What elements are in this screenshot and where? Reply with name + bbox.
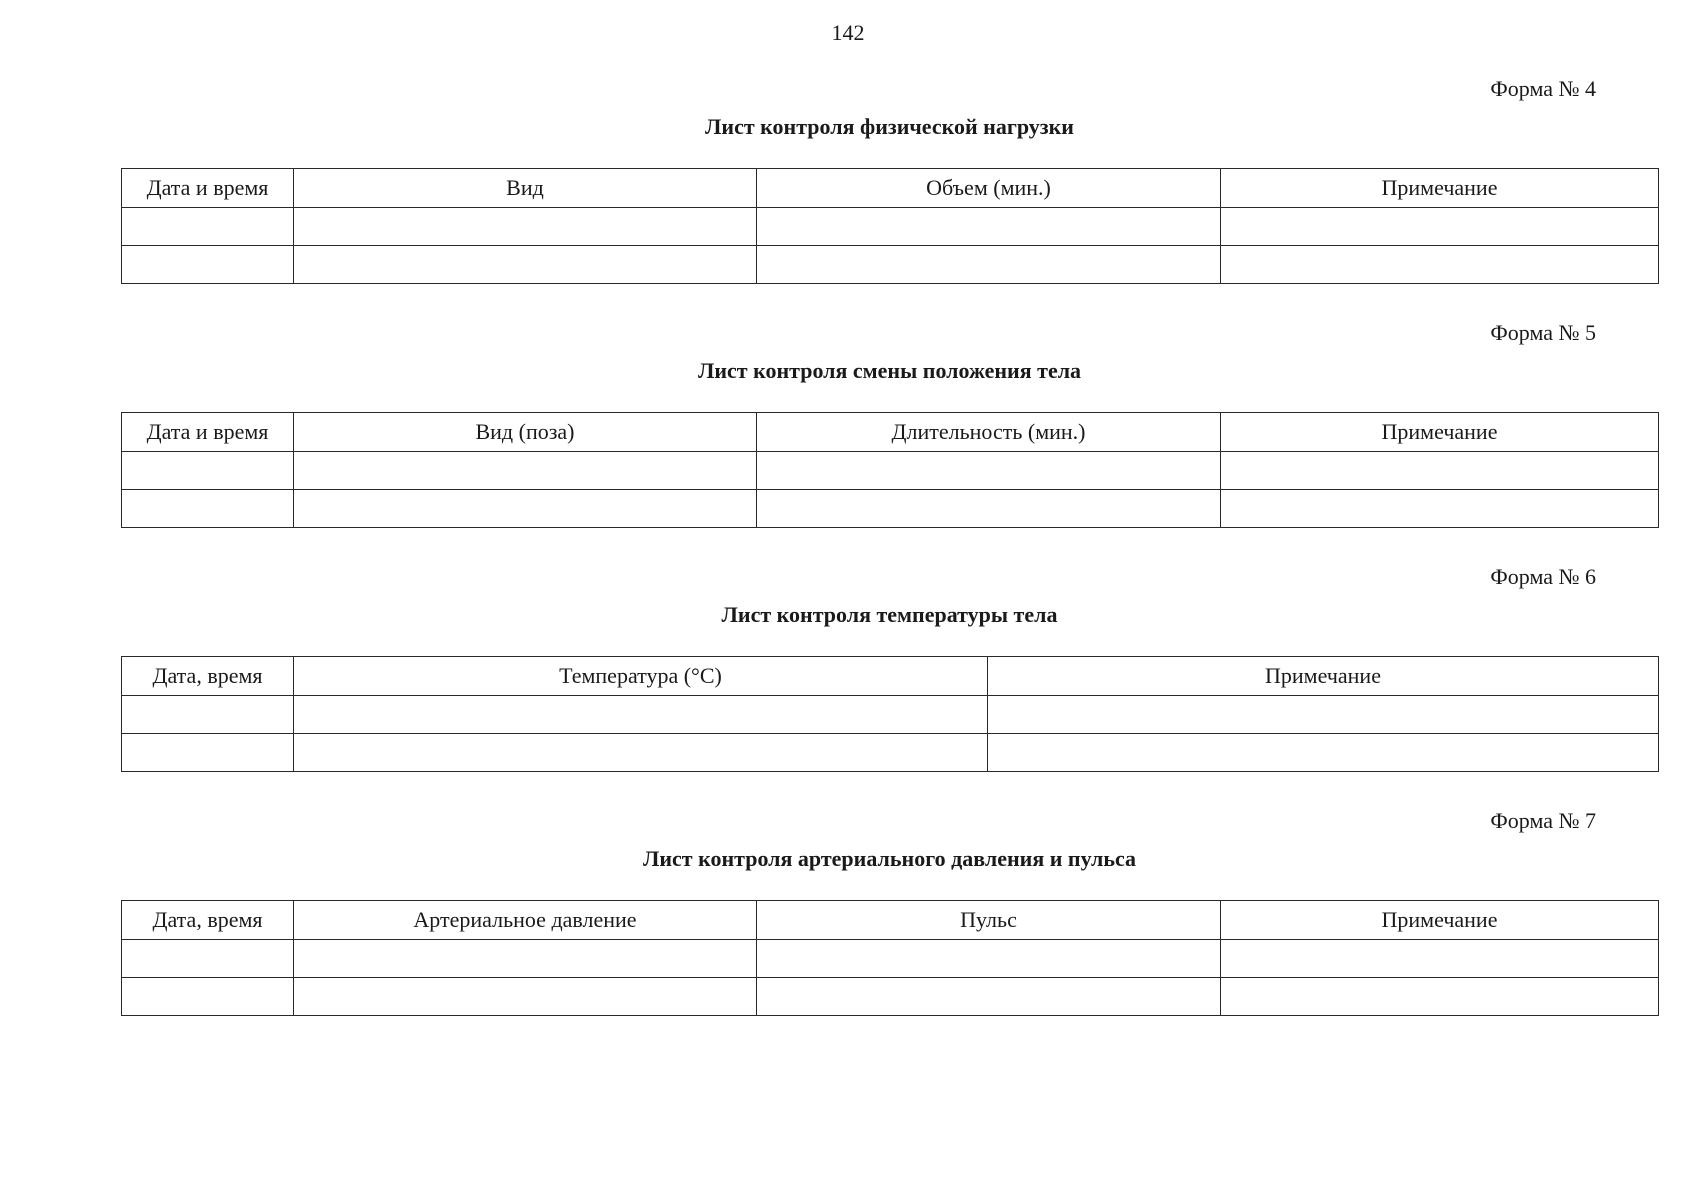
- empty-cell[interactable]: [294, 452, 757, 490]
- column-header: Вид: [294, 169, 757, 208]
- column-header: Дата и время: [122, 169, 294, 208]
- form-number: Форма № 6: [1490, 564, 1596, 589]
- empty-cell[interactable]: [1221, 246, 1659, 284]
- column-header: Длительность (мин.): [757, 413, 1221, 452]
- column-header: Объем (мин.): [757, 169, 1221, 208]
- empty-cell[interactable]: [1221, 490, 1659, 528]
- column-header: Примечание: [1221, 901, 1659, 940]
- table-row: [122, 208, 1659, 246]
- empty-cell[interactable]: [294, 978, 757, 1016]
- table-header-row: [122, 169, 1659, 208]
- form-title: Лист контроля артериального давления и пульса: [642, 846, 1137, 871]
- column-header: Температура (°С): [294, 657, 988, 696]
- empty-cell[interactable]: [294, 208, 757, 246]
- table-header-row: [122, 413, 1659, 452]
- empty-cell[interactable]: [122, 696, 294, 734]
- empty-cell[interactable]: [1221, 940, 1659, 978]
- empty-cell[interactable]: [757, 208, 1221, 246]
- column-header: Примечание: [1221, 169, 1659, 208]
- table-header-row: [122, 657, 1659, 696]
- empty-cell[interactable]: [122, 978, 294, 1016]
- table-row: [122, 734, 1659, 772]
- column-header: Примечание: [1221, 413, 1659, 452]
- empty-cell[interactable]: [122, 734, 294, 772]
- empty-cell[interactable]: [122, 208, 294, 246]
- empty-cell[interactable]: [1221, 208, 1659, 246]
- empty-cell[interactable]: [757, 490, 1221, 528]
- empty-cell[interactable]: [988, 734, 1659, 772]
- table-row: [122, 940, 1659, 978]
- empty-cell[interactable]: [294, 734, 988, 772]
- empty-cell[interactable]: [122, 940, 294, 978]
- empty-cell[interactable]: [294, 696, 988, 734]
- form-number: Форма № 7: [1490, 808, 1596, 833]
- table-row: [122, 696, 1659, 734]
- empty-cell[interactable]: [122, 490, 294, 528]
- empty-cell[interactable]: [757, 940, 1221, 978]
- empty-cell[interactable]: [1221, 978, 1659, 1016]
- empty-cell[interactable]: [1221, 452, 1659, 490]
- empty-cell[interactable]: [122, 452, 294, 490]
- table-header-row: [122, 901, 1659, 940]
- form-title: Лист контроля температуры тела: [721, 602, 1058, 627]
- form-title: Лист контроля смены положения тела: [697, 358, 1082, 383]
- empty-cell[interactable]: [294, 246, 757, 284]
- column-header: Примечание: [988, 657, 1659, 696]
- blood-pressure-pulse-table: [121, 900, 1659, 1016]
- empty-cell[interactable]: [757, 978, 1221, 1016]
- column-header: Артериальное давление: [294, 901, 757, 940]
- body-temperature-table: [121, 656, 1659, 772]
- page-number: 142: [831, 20, 865, 45]
- column-header: Пульс: [757, 901, 1221, 940]
- form-title: Лист контроля физической нагрузки: [705, 114, 1074, 139]
- physical-load-table: [121, 168, 1659, 284]
- table-row: [122, 246, 1659, 284]
- body-position-table: [121, 412, 1659, 528]
- column-header: Дата, время: [122, 657, 294, 696]
- empty-cell[interactable]: [294, 940, 757, 978]
- empty-cell[interactable]: [988, 696, 1659, 734]
- table-row: [122, 452, 1659, 490]
- empty-cell[interactable]: [757, 452, 1221, 490]
- column-header: Вид (поза): [294, 413, 757, 452]
- empty-cell[interactable]: [294, 490, 757, 528]
- table-row: [122, 978, 1659, 1016]
- form-number: Форма № 4: [1490, 76, 1596, 101]
- empty-cell[interactable]: [757, 246, 1221, 284]
- column-header: Дата, время: [122, 901, 294, 940]
- column-header: Дата и время: [122, 413, 294, 452]
- table-row: [122, 490, 1659, 528]
- empty-cell[interactable]: [122, 246, 294, 284]
- form-number: Форма № 5: [1490, 320, 1596, 345]
